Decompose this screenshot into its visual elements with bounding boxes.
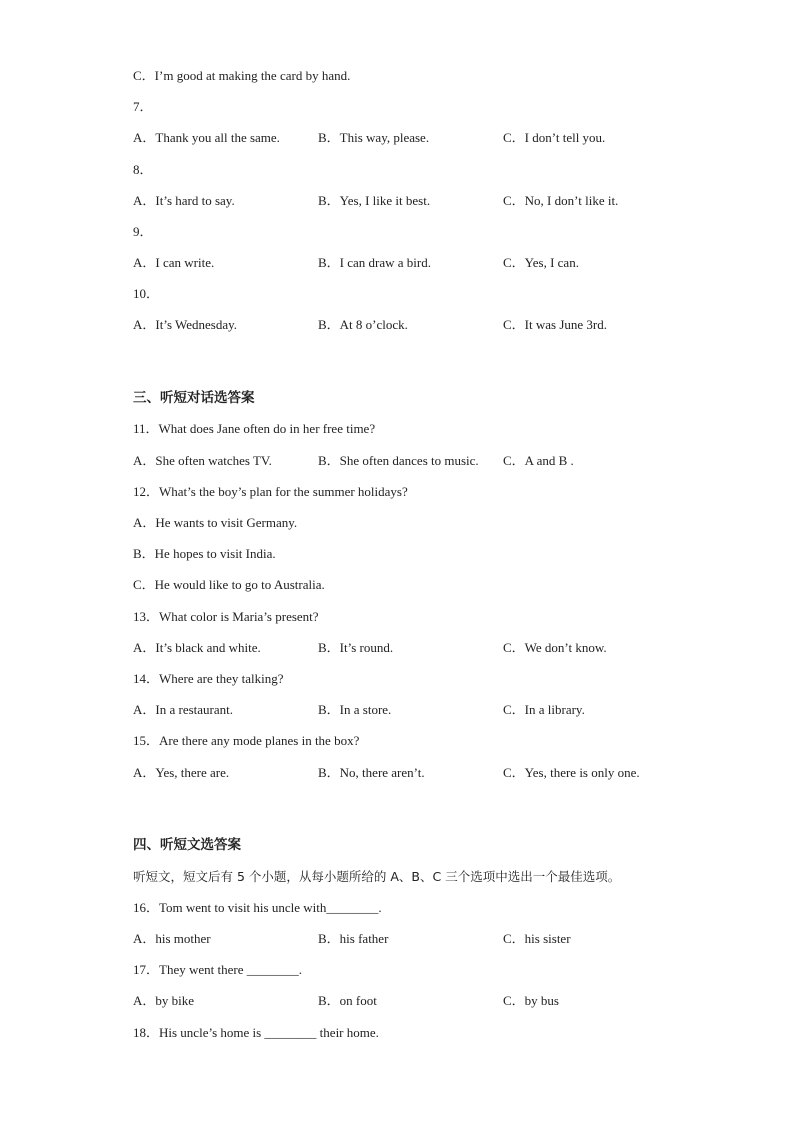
question-12: 12．What’s the boy’s plan for the summer holidays? [133, 484, 408, 499]
q8-option-b: B．Yes, I like it best. [318, 193, 431, 208]
question-8-number: 8． [133, 162, 153, 177]
q7-option-b: B．This way, please. [318, 130, 430, 145]
question-18: 18．His uncle’s home is ________ their home. [133, 1025, 379, 1040]
q14-option-a: A．In a restaurant. [133, 702, 233, 717]
q9-option-b: B．I can draw a bird. [318, 255, 431, 270]
q15-option-c: C．Yes, there is only one. [503, 765, 640, 780]
q14-option-b: B．In a store. [318, 702, 392, 717]
q16-option-c: C．his sister [503, 931, 571, 946]
question-11: 11．What does Jane often do in her free time? [133, 421, 376, 436]
q6-option-c: C．I’m good at making the card by hand. [133, 68, 351, 83]
question-16: 16．Tom went to visit his uncle with________. [133, 900, 382, 915]
q15-option-b: B．No, there aren’t. [318, 765, 425, 780]
question-9-number: 9． [133, 224, 153, 239]
q9-option-c: C．Yes, I can. [503, 255, 579, 270]
q17-option-b: B．on foot [318, 993, 377, 1008]
q10-option-c: C．It was June 3rd. [503, 317, 607, 332]
section-4-instructions: 听短文，短文后有 5 个小题，从每小题所给的 A、B、C 三个选项中选出一个最佳选项。 [133, 869, 621, 884]
q13-option-b: B．It’s round. [318, 640, 394, 655]
question-10-number: 10． [133, 286, 160, 301]
q17-option-a: A．by bike [133, 993, 195, 1008]
q7-option-a: A．Thank you all the same. [133, 130, 280, 145]
q17-option-c: C．by bus [503, 993, 559, 1008]
q16-option-a: A．his mother [133, 931, 211, 946]
q8-option-a: A．It’s hard to say. [133, 193, 235, 208]
q10-option-b: B．At 8 o’clock. [318, 317, 408, 332]
question-14: 14．Where are they talking? [133, 671, 284, 686]
question-13: 13．What color is Maria’s present? [133, 609, 319, 624]
q15-option-a: A．Yes, there are. [133, 765, 230, 780]
q9-option-a: A．I can write. [133, 255, 215, 270]
q8-option-c: C．No, I don’t like it. [503, 193, 619, 208]
q11-option-b: B．She often dances to music. [318, 453, 479, 468]
q7-option-c: C．I don’t tell you. [503, 130, 606, 145]
question-7-number: 7． [133, 99, 153, 114]
section-3-heading: 三、听短对话选答案 [133, 390, 255, 406]
q12-option-b: B．He hopes to visit India. [133, 546, 276, 561]
q14-option-c: C．In a library. [503, 702, 585, 717]
q16-option-b: B．his father [318, 931, 389, 946]
q10-option-a: A．It’s Wednesday. [133, 317, 238, 332]
q11-option-a: A．She often watches TV. [133, 453, 272, 468]
q13-option-a: A．It’s black and white. [133, 640, 261, 655]
q11-option-c: C．A and B . [503, 453, 574, 468]
q13-option-c: C．We don’t know. [503, 640, 607, 655]
question-17: 17．They went there ________. [133, 962, 302, 977]
question-15: 15．Are there any mode planes in the box? [133, 733, 360, 748]
section-4-heading: 四、听短文选答案 [133, 837, 241, 853]
q12-option-a: A．He wants to visit Germany. [133, 515, 298, 530]
q12-option-c: C．He would like to go to Australia. [133, 577, 325, 592]
